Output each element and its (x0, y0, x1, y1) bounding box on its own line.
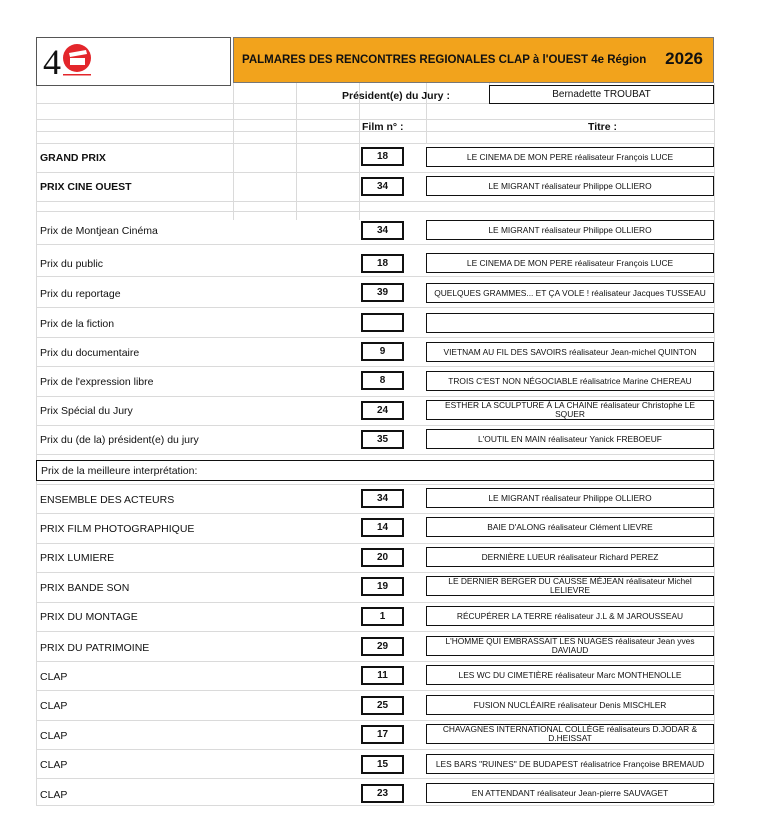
film-number: 25 (361, 696, 404, 715)
film-title: CHAVAGNES INTERNATIONAL COLLÈGE réalisateurs D.JODAR & D.HEISSAT (426, 724, 714, 744)
jury-label: Président(e) du Jury : (342, 90, 450, 102)
award-label: PRIX DU MONTAGE (40, 611, 138, 623)
interpretation-label: Prix de la meilleure interprétation: (41, 465, 198, 477)
film-number: 14 (361, 518, 404, 537)
award-label: CLAP (40, 789, 68, 801)
film-title: LE MIGRANT réalisateur Philippe OLLIERO (426, 176, 714, 196)
film-title: ESTHER LA SCULPTURE À LA CHAINE réalisateur Christophe LE SQUER (426, 400, 714, 420)
film-title: QUELQUES GRAMMES... ET ÇA VOLE ! réalisateur Jacques TUSSEAU (426, 283, 714, 303)
award-label: PRIX BANDE SON (40, 582, 130, 594)
film-title: VIETNAM AU FIL DES SAVOIRS réalisateur Jean-michel QUINTON (426, 342, 714, 362)
film-number: 9 (361, 342, 404, 361)
film-title: LE MIGRANT réalisateur Philippe OLLIERO (426, 488, 714, 508)
film-number: 1 (361, 607, 404, 626)
film-number: 34 (361, 221, 404, 240)
film-title (426, 313, 714, 333)
film-title: L'OUTIL EN MAIN réalisateur Yanick FREBOEUF (426, 429, 714, 449)
film-title: TROIS C'EST NON NÉGOCIABLE réalisatrice Marine CHEREAU (426, 371, 714, 391)
clap-logo (36, 37, 231, 86)
page-year: 2026 (665, 49, 703, 68)
award-label: Prix du (de la) président(e) du jury (40, 434, 199, 446)
film-number: 18 (361, 254, 404, 273)
film-number: 15 (361, 755, 404, 774)
film-title: LES BARS "RUINES" DE BUDAPEST réalisatrice Françoise BREMAUD (426, 754, 714, 774)
award-label: PRIX LUMIERE (40, 552, 115, 564)
film-title: FUSION NUCLÉAIRE réalisateur Denis MISCHLER (426, 695, 714, 715)
film-number: 20 (361, 548, 404, 567)
film-title: LE MIGRANT réalisateur Philippe OLLIERO (426, 220, 714, 240)
award-label: Prix Spécial du Jury (40, 405, 133, 417)
film-title: EN ATTENDANT réalisateur Jean-pierre SAUVAGET (426, 783, 714, 803)
award-label: PRIX FILM PHOTOGRAPHIQUE (40, 523, 195, 535)
film-number: 18 (361, 147, 404, 166)
film-number: 39 (361, 283, 404, 302)
film-number: 23 (361, 784, 404, 803)
film-number: 34 (361, 177, 404, 196)
film-title: RÉCUPÉRER LA TERRE réalisateur J.L & M JAROUSSEAU (426, 606, 714, 626)
film-title: LE CINEMA DE MON PERE réalisateur François LUCE (426, 253, 714, 273)
logo-number: 4 (43, 42, 61, 82)
film-number: 8 (361, 371, 404, 390)
title-banner (233, 37, 714, 83)
film-number: 34 (361, 489, 404, 508)
film-number: 29 (361, 637, 404, 656)
film-title: DERNIÈRE LUEUR réalisateur Richard PEREZ (426, 547, 714, 567)
award-label: Prix du documentaire (40, 347, 140, 359)
film-number (361, 313, 404, 332)
award-label: ENSEMBLE DES ACTEURS (40, 494, 175, 506)
column-title: Titre : (588, 121, 617, 133)
award-label: GRAND PRIX (40, 152, 106, 164)
film-number: 35 (361, 430, 404, 449)
film-number: 17 (361, 725, 404, 744)
award-label: CLAP (40, 759, 68, 771)
film-title: LE CINEMA DE MON PERE réalisateur François LUCE (426, 147, 714, 167)
award-label: Prix de Montjean Cinéma (40, 225, 158, 237)
film-number: 19 (361, 577, 404, 596)
column-film-number: Film n° : (362, 121, 404, 133)
award-label: PRIX CINE OUEST (40, 181, 132, 193)
film-title: L'HOMME QUI EMBRASSAIT LES NUAGES réalisateur Jean yves DAVIAUD (426, 636, 714, 656)
award-label: PRIX DU PATRIMOINE (40, 642, 150, 654)
award-label: Prix du reportage (40, 288, 121, 300)
film-title: LES WC DU CIMETIÈRE réalisateur Marc MONTHENOLLE (426, 665, 714, 685)
award-label: CLAP (40, 671, 68, 683)
award-label: CLAP (40, 730, 68, 742)
film-number: 11 (361, 666, 404, 685)
film-title: LE DERNIER BERGER DU CAUSSE MÉJEAN réalisateur Michel LELIEVRE (426, 576, 714, 596)
award-label: CLAP (40, 700, 68, 712)
interpretation-section (36, 460, 714, 481)
film-number: 24 (361, 401, 404, 420)
jury-president-field: Bernadette TROUBAT (489, 85, 714, 104)
page-title: PALMARES DES RENCONTRES REGIONALES CLAP à l'OUEST 4e Région (242, 54, 647, 66)
award-label: Prix de la fiction (40, 318, 115, 330)
clap-logo-icon (39, 40, 99, 85)
film-title: BAIE D'ALONG réalisateur Clément LIEVRE (426, 517, 714, 537)
award-label: Prix de l'expression libre (40, 376, 154, 388)
award-label: Prix du public (40, 258, 104, 270)
